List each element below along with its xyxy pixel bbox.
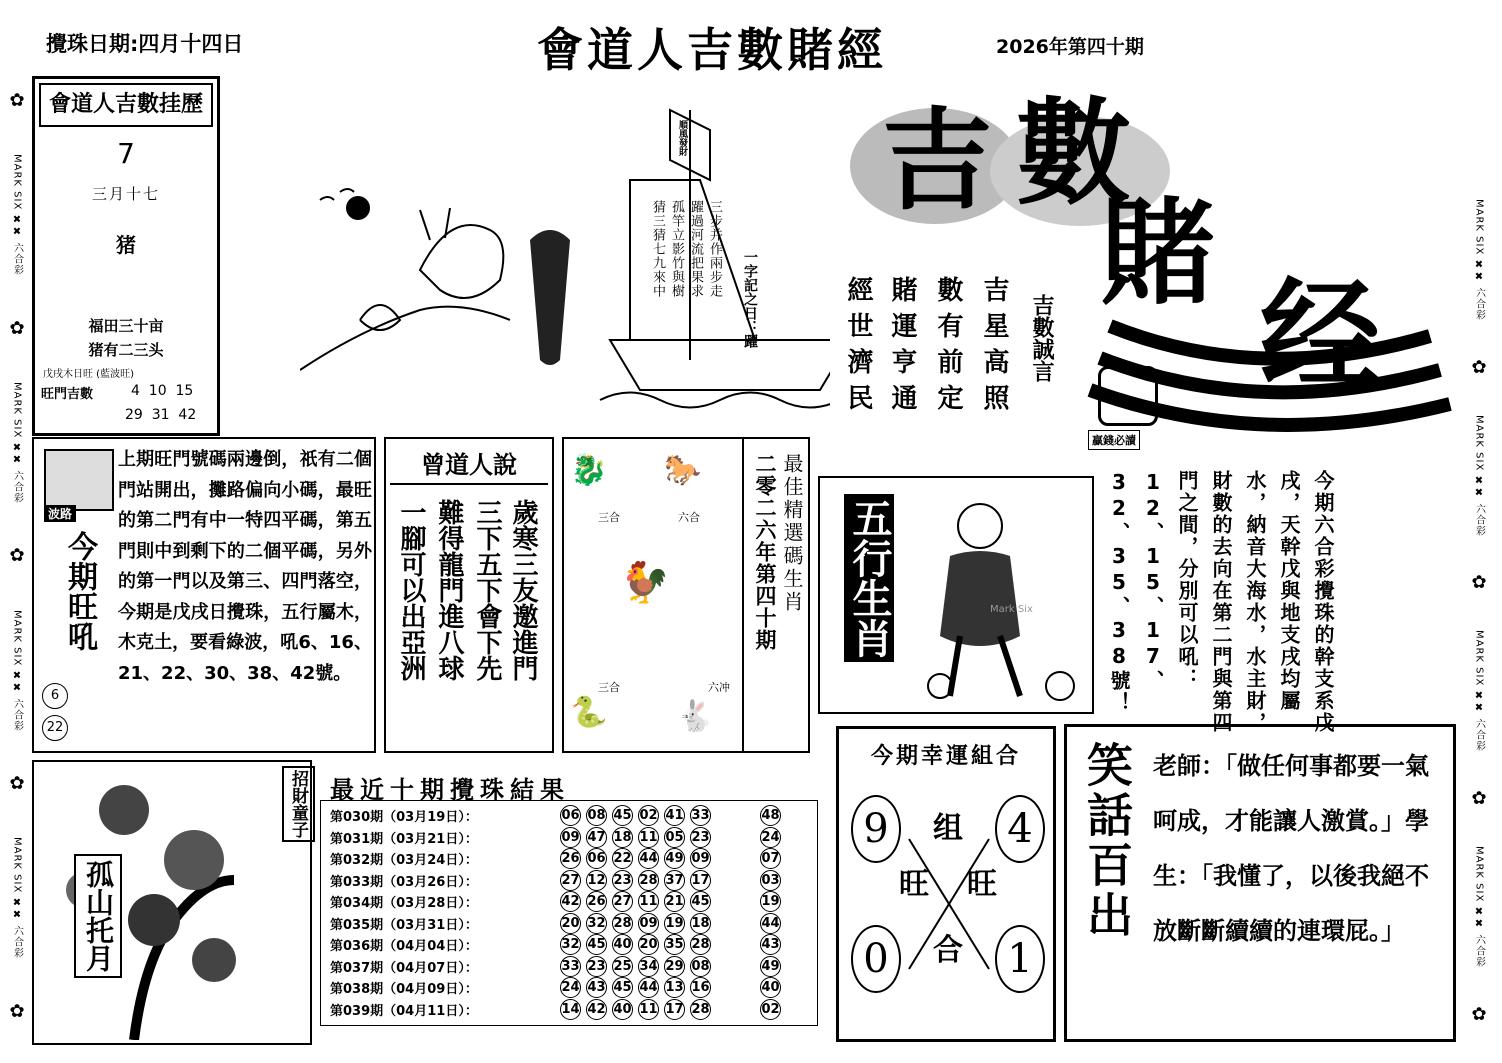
rabbit-icon: 🐇 bbox=[676, 699, 714, 734]
result-ball: 42 bbox=[586, 999, 607, 1020]
result-ball: 32 bbox=[560, 934, 581, 955]
results-row bbox=[330, 913, 810, 935]
results-period: 第039期（04月11日）： bbox=[330, 1003, 478, 1019]
result-ball: 28 bbox=[612, 913, 633, 934]
result-ball: 44 bbox=[638, 848, 659, 869]
result-ball: 26 bbox=[560, 848, 581, 869]
lucky-combo-title: 今期幸運組合 bbox=[870, 744, 1021, 769]
special-ball-value: 49 bbox=[760, 956, 781, 977]
logo-motto: 吉數誠言 bbox=[1029, 294, 1054, 382]
calendar-box bbox=[32, 76, 220, 436]
result-ball: 49 bbox=[664, 848, 685, 869]
calendar-note: 戊戌木日旺 (藍波旺) bbox=[43, 369, 134, 380]
result-ball: 08 bbox=[690, 956, 711, 977]
results-period: 第030期（03月19日）： bbox=[330, 810, 478, 826]
hand-icon bbox=[44, 449, 114, 511]
logo-poem-1: 吉星高照 bbox=[979, 276, 1009, 420]
rooster-icon: 🐓 bbox=[620, 560, 670, 606]
draw-date: 攪珠日期:四月十四日 bbox=[46, 32, 244, 56]
boy-panel bbox=[32, 760, 312, 1045]
logo-poem-4: 經世濟民 bbox=[843, 276, 873, 420]
result-ball: 11 bbox=[638, 999, 659, 1020]
results-row bbox=[330, 870, 810, 892]
special-ball bbox=[760, 848, 790, 869]
result-ball: 14 bbox=[560, 999, 581, 1020]
combo-left-char: 旺 bbox=[899, 867, 929, 902]
logo-poem-3: 賭運亨通 bbox=[887, 276, 917, 420]
result-ball: 11 bbox=[638, 891, 659, 912]
right-side-strip: MARK SIX ✖✖ 六合彩 ✿ MARK SIX ✖✖ 六合彩 ✿ MARK SIX ✖✖ 六合彩 ✿ MARK SIX ✖✖ 六合彩 ✿ bbox=[1471, 199, 1487, 1025]
result-ball: 34 bbox=[638, 956, 659, 977]
lucky-combo-panel bbox=[836, 726, 1056, 1042]
results-period: 第032期（03月24日）： bbox=[330, 853, 478, 869]
special-ball bbox=[760, 977, 790, 998]
result-ball: 37 bbox=[664, 870, 685, 891]
results-body bbox=[330, 805, 810, 1020]
result-ball: 19 bbox=[664, 913, 685, 934]
result-ball: 09 bbox=[690, 848, 711, 869]
result-ball: 09 bbox=[638, 913, 659, 934]
results-row bbox=[330, 934, 810, 956]
lucky-numbers-row1: 4 10 15 bbox=[131, 383, 194, 399]
result-ball: 35 bbox=[664, 934, 685, 955]
result-ball: 45 bbox=[690, 891, 711, 912]
result-ball: 33 bbox=[690, 805, 711, 826]
result-ball: 02 bbox=[638, 805, 659, 826]
issue-number: 2026年第四十期 bbox=[996, 36, 1144, 58]
result-ball: 27 bbox=[612, 891, 633, 912]
flower-icon: ✿ bbox=[1471, 572, 1487, 594]
result-ball: 23 bbox=[690, 827, 711, 848]
special-ball-value: 02 bbox=[760, 999, 781, 1020]
calendar-verse-1: 福田三十亩 bbox=[88, 317, 164, 335]
wave-tag: 波路 bbox=[44, 505, 76, 522]
snake-icon: 🐍 bbox=[570, 695, 608, 730]
calendar-verse-2: 猪有二三头 bbox=[88, 341, 164, 359]
logo-char-3: 賭 bbox=[1100, 186, 1216, 321]
wave-balls: 6 22 bbox=[42, 683, 73, 741]
zodiac-label-tl: 三合 bbox=[598, 511, 620, 524]
result-ball: 40 bbox=[612, 999, 633, 1020]
result-ball: 18 bbox=[612, 827, 633, 848]
flower-icon: ✿ bbox=[1471, 1003, 1487, 1025]
special-ball-value: 19 bbox=[760, 891, 781, 912]
zodiac-label-bl: 三合 bbox=[598, 681, 620, 694]
combo-number-tl: 9 bbox=[851, 795, 901, 863]
combo-right-char: 旺 bbox=[967, 867, 997, 902]
result-ball: 16 bbox=[690, 977, 711, 998]
wave-heading: 今期旺吼 bbox=[62, 531, 97, 651]
boat-flag: 順風發財 bbox=[677, 120, 687, 156]
result-ball: 12 bbox=[586, 870, 607, 891]
combo-number-br: 1 bbox=[995, 925, 1045, 993]
result-ball: 05 bbox=[664, 827, 685, 848]
result-ball: 27 bbox=[560, 870, 581, 891]
page-title: 會道人吉數賭經 bbox=[537, 23, 887, 77]
special-ball-value: 43 bbox=[760, 934, 781, 955]
flower-icon: ✿ bbox=[9, 545, 25, 567]
saying-col-2: 三下五下會下先 bbox=[472, 499, 502, 681]
logo-badge: 贏錢必讀 bbox=[1088, 430, 1140, 450]
result-ball: 22 bbox=[612, 848, 633, 869]
results-row bbox=[330, 977, 810, 999]
calendar-day: 7 bbox=[117, 137, 135, 170]
boat-illustration bbox=[300, 90, 830, 420]
special-ball-value: 44 bbox=[760, 913, 781, 934]
combo-number-tr: 4 bbox=[995, 795, 1045, 863]
result-ball: 45 bbox=[612, 805, 633, 826]
result-ball: 11 bbox=[638, 827, 659, 848]
logo-poem-2: 數有前定 bbox=[933, 276, 963, 420]
result-ball: 40 bbox=[612, 934, 633, 955]
results-row bbox=[330, 999, 810, 1021]
result-ball: 26 bbox=[586, 891, 607, 912]
results-row bbox=[330, 827, 810, 849]
results-row bbox=[330, 891, 810, 913]
boy-title: 孤山托月 bbox=[74, 854, 122, 978]
special-ball-value: 48 bbox=[760, 805, 781, 826]
special-ball-value: 03 bbox=[760, 870, 781, 891]
result-ball: 45 bbox=[612, 977, 633, 998]
left-side-strip: ✿ MARK SIX ✖✖ 六合彩 ✿ MARK SIX ✖✖ 六合彩 ✿ MARK SIX ✖✖ 六合彩 ✿ MARK SIX ✖✖ 六合彩 ✿ bbox=[9, 90, 25, 1022]
result-ball: 20 bbox=[560, 913, 581, 934]
saying-col-4: 一腳可以出亞洲 bbox=[396, 499, 426, 681]
result-ball: 33 bbox=[560, 956, 581, 977]
draw-date-label: 攪珠日期 bbox=[46, 32, 130, 56]
result-ball: 06 bbox=[560, 805, 581, 826]
lunar-date: 三月十七 bbox=[91, 185, 160, 203]
horse-icon: 🐎 bbox=[664, 453, 702, 488]
wuxing-card bbox=[818, 476, 1094, 714]
results-period: 第037期（04月07日）： bbox=[330, 960, 478, 976]
sayings-title: 曾道人說 bbox=[421, 451, 517, 479]
results-title: 最近十期攪珠結果 bbox=[330, 776, 570, 804]
result-ball: 41 bbox=[664, 805, 685, 826]
results-period: 第034期（03月28日）： bbox=[330, 896, 478, 912]
zodiac-panel bbox=[562, 437, 810, 753]
result-ball: 43 bbox=[586, 977, 607, 998]
results-row bbox=[330, 805, 810, 827]
zodiac-label-br: 六冲 bbox=[708, 681, 730, 694]
analysis-text: 今期六合彩攪珠的幹支系戊戌，天幹戊與地支戌均屬水，納音大海水，水主財，財數的去向在第二門與第四門之間，分別可以吼：12、15、17、32、35、38號！ bbox=[1107, 470, 1335, 734]
result-ball: 18 bbox=[690, 913, 711, 934]
special-ball bbox=[760, 999, 790, 1020]
special-ball bbox=[760, 870, 790, 891]
special-ball bbox=[760, 827, 790, 848]
flower-icon: ✿ bbox=[9, 317, 25, 339]
flower-icon: ✿ bbox=[9, 773, 25, 795]
lucky-numbers-row2: 29 31 42 bbox=[125, 407, 197, 423]
result-ball: 42 bbox=[560, 891, 581, 912]
dragon-icon: 🐉 bbox=[570, 453, 608, 488]
result-ball: 28 bbox=[690, 934, 711, 955]
result-ball: 47 bbox=[586, 827, 607, 848]
results-period: 第035期（03月31日）： bbox=[330, 917, 478, 933]
result-ball: 32 bbox=[586, 913, 607, 934]
result-ball: 23 bbox=[586, 956, 607, 977]
saying-col-1: 歲寒三友邀進門 bbox=[508, 499, 538, 681]
result-ball: 23 bbox=[612, 870, 633, 891]
sayings-panel bbox=[384, 437, 554, 753]
figure-art bbox=[920, 486, 1090, 708]
joke-side-title: 笑話百出 bbox=[1080, 741, 1134, 941]
special-ball bbox=[760, 805, 790, 826]
special-ball-value: 40 bbox=[760, 977, 781, 998]
special-ball bbox=[760, 913, 790, 934]
calendar-title: 會道人吉數挂歷 bbox=[39, 83, 213, 127]
result-ball: 17 bbox=[690, 870, 711, 891]
result-ball: 29 bbox=[664, 956, 685, 977]
boat-poem: 三步并作兩步走 躍過河流把果求 孤竿立影竹與樹 猜三猜七九來中 bbox=[650, 200, 722, 298]
zodiac-title-2: 二零二六年第四十期 bbox=[753, 453, 777, 651]
result-ball: 45 bbox=[586, 934, 607, 955]
wave-text: 上期旺門號碼兩邊倒，祇有二個門站開出，攤路偏向小碼，最旺的第二門有中一特四平碼，第五門則中到剩下的二個平碼，另外的第一門以及第三、四門落空，今期是戊戌日攪珠，五行屬木，木克土，要看綠波，吼6、16、21、22、30、38、42號。 bbox=[118, 449, 372, 684]
result-ball: 13 bbox=[664, 977, 685, 998]
logo-char-1: 吉 bbox=[882, 96, 992, 225]
special-ball bbox=[760, 956, 790, 977]
logo-char-4: 经 bbox=[1260, 265, 1380, 406]
result-ball: 28 bbox=[690, 999, 711, 1020]
results-period: 第033期（03月26日）： bbox=[330, 874, 478, 890]
result-ball: 08 bbox=[586, 805, 607, 826]
combo-top-char: 组 bbox=[933, 811, 963, 846]
results-row bbox=[330, 848, 810, 870]
logo-char-2: 數 bbox=[1016, 86, 1132, 221]
result-ball: 21 bbox=[664, 891, 685, 912]
result-ball: 20 bbox=[638, 934, 659, 955]
wuxing-watermark: Mark Six bbox=[990, 604, 1033, 615]
special-ball bbox=[760, 891, 790, 912]
logo-block bbox=[840, 86, 1460, 456]
boy-label: 招財童子 bbox=[282, 766, 315, 842]
result-ball: 24 bbox=[560, 977, 581, 998]
results-period: 第036期（04月04日）： bbox=[330, 939, 478, 955]
result-ball: 44 bbox=[638, 977, 659, 998]
wave-panel bbox=[32, 437, 376, 753]
results-period: 第038期（04月09日）： bbox=[330, 982, 478, 998]
combo-number-bl: 0 bbox=[851, 925, 901, 993]
zodiac-label-tr: 六合 bbox=[678, 511, 700, 524]
draw-date-value: 四月十四日 bbox=[138, 32, 244, 56]
flower-icon: ✿ bbox=[9, 1000, 25, 1022]
flower-icon: ✿ bbox=[1471, 788, 1487, 810]
boat-riddle: 一字記之日：躍 bbox=[742, 250, 758, 348]
results-period: 第031期（03月21日）： bbox=[330, 831, 478, 847]
flower-icon: ✿ bbox=[9, 90, 25, 112]
result-ball: 28 bbox=[638, 870, 659, 891]
special-ball-value: 07 bbox=[760, 848, 781, 869]
zodiac-title-1: 最佳精選碼生肖 bbox=[780, 453, 804, 614]
result-ball: 09 bbox=[560, 827, 581, 848]
results-row bbox=[330, 956, 810, 978]
joke-text: 老師：「做任何事都要一氣呵成，才能讓人激賞。」學生：「我懂了，以後我絕不放斷斷續續的連環屁。」 bbox=[1153, 752, 1429, 945]
lucky-numbers-label: 旺門吉數 bbox=[41, 387, 94, 402]
flower-icon: ✿ bbox=[1471, 356, 1487, 378]
combo-bottom-char: 合 bbox=[933, 933, 963, 968]
result-ball: 25 bbox=[612, 956, 633, 977]
wuxing-title: 五行生肖 bbox=[844, 494, 894, 662]
joke-panel bbox=[1064, 724, 1456, 1042]
special-ball bbox=[760, 934, 790, 955]
result-ball: 17 bbox=[664, 999, 685, 1020]
result-ball: 06 bbox=[586, 848, 607, 869]
saying-col-3: 難得龍門進八球 bbox=[434, 499, 464, 681]
money-bag-icon bbox=[1098, 366, 1158, 426]
calendar-animal: 猪 bbox=[116, 233, 136, 257]
special-ball-value: 24 bbox=[760, 827, 781, 848]
